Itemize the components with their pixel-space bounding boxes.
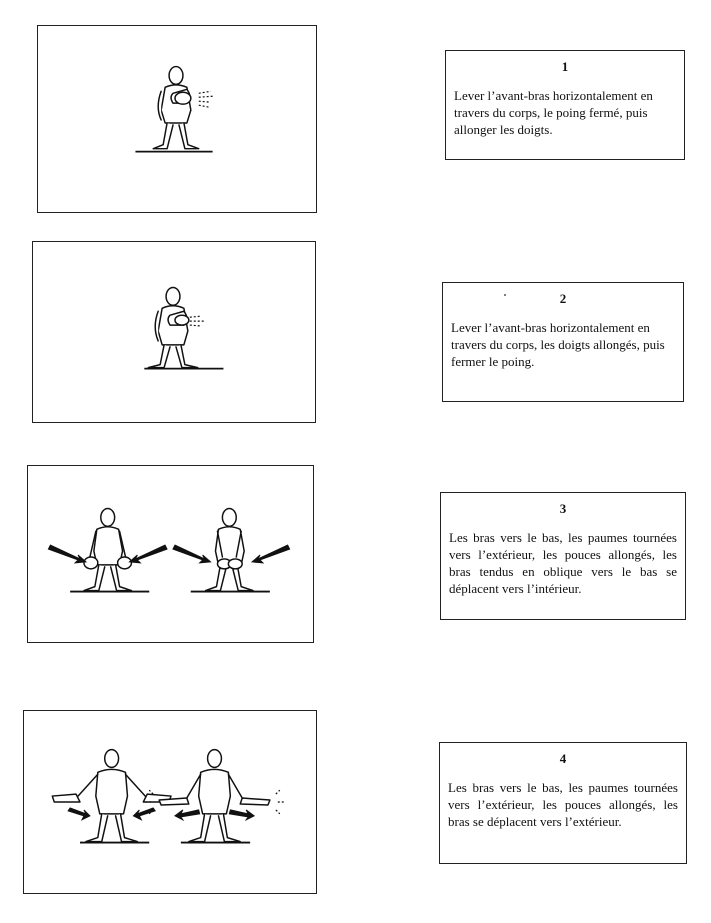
step-number-3: 3: [559, 501, 567, 516]
step-text-3: Les bras vers le bas, les paumes tournées vers l’extérieur, les pouces allongés, les bras tendus en oblique vers le bas se déplacent vers l’intérieur.: [449, 530, 677, 596]
scan-speck: [504, 294, 506, 296]
step-box-1: [445, 50, 685, 160]
step-number-4: 4: [559, 751, 567, 766]
step-number-1: 1: [561, 59, 569, 74]
figure-signal-3-icon: [28, 466, 313, 642]
figure-signal-1-icon: [38, 26, 316, 212]
figure-signal-4-icon: [24, 711, 316, 893]
figure-box-2: [32, 241, 316, 423]
step-text-4: Les bras vers le bas, les paumes tournées vers l’extérieur, les pouces allongés, les bras se déplacent vers l’extérieur.: [448, 780, 678, 829]
figure-box-1: [37, 25, 317, 213]
step-box-2: [442, 282, 684, 402]
step-text-2: Lever l’avant-bras horizontalement en travers du corps, les doigts allongés, puis fermer le poing.: [451, 320, 665, 369]
figure-box-3: [27, 465, 314, 643]
step-box-4: [439, 742, 687, 864]
figure-signal-2-icon: [33, 242, 315, 422]
step-box-3: [440, 492, 686, 620]
step-number-2: 2: [559, 291, 567, 306]
figure-box-4: [23, 710, 317, 894]
step-text-1: Lever l’avant-bras horizontalement en travers du corps, le poing fermé, puis allonger les doigts.: [454, 88, 653, 137]
